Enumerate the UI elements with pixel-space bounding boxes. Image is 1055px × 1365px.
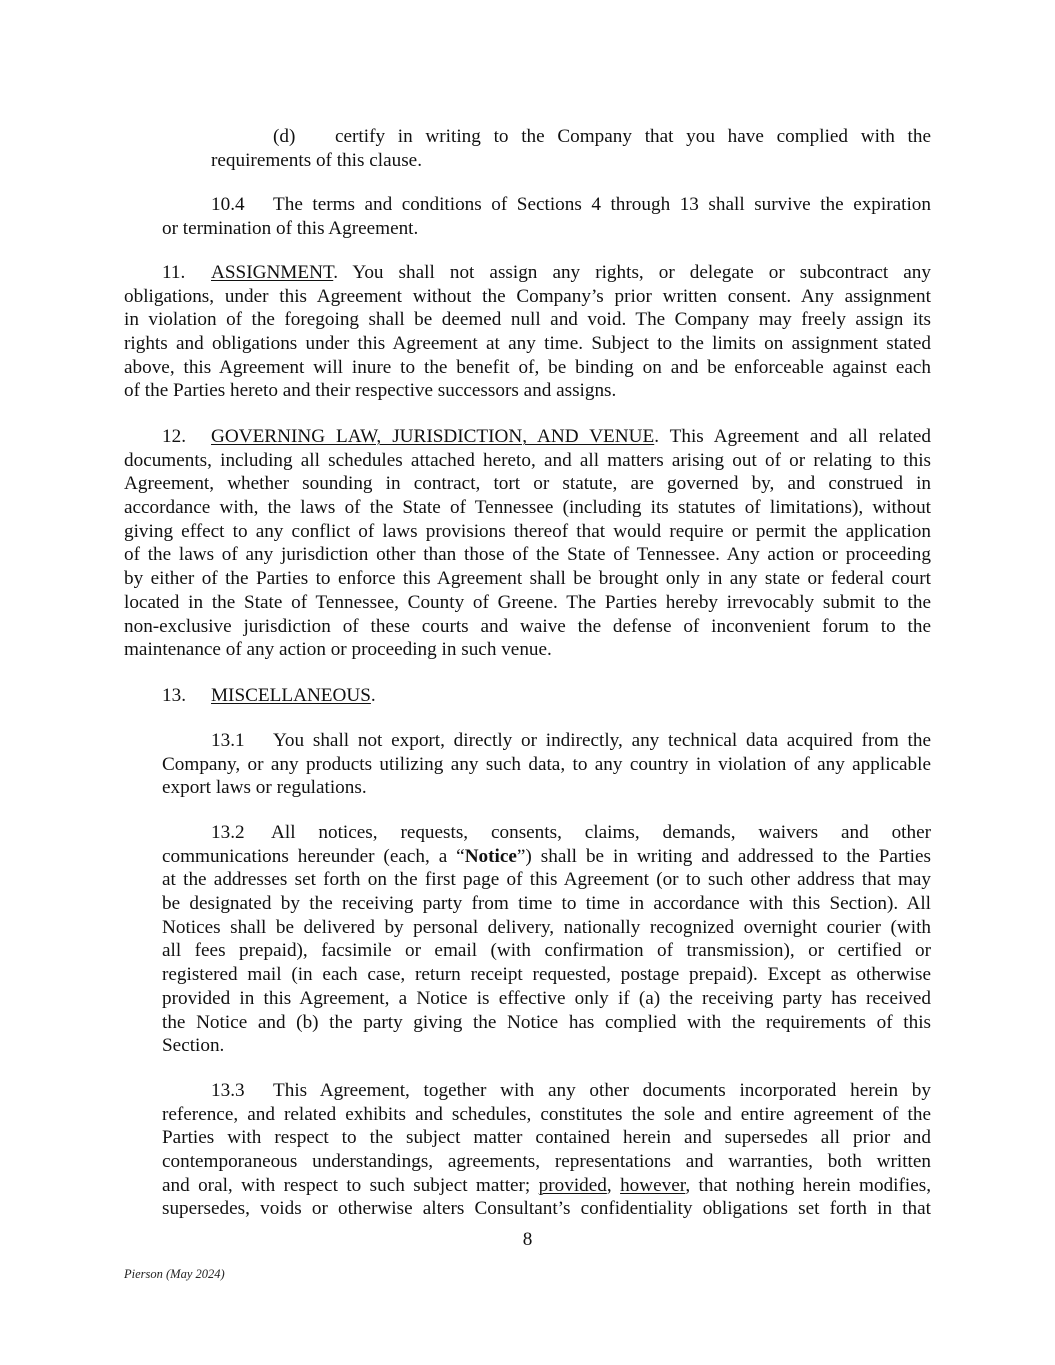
section-text: . This Agreement and all related (654, 426, 931, 447)
section-text: located in the State of Tennessee, County of Greene. The Parties hereby irrevocably submit to the (124, 591, 931, 613)
section-text: of the Parties hereto and their respective successors and assigns. (124, 380, 617, 402)
clause-label: 13.1 (211, 730, 245, 751)
clause-text: Notices shall be delivered by personal delivery, nationally recognized overnight courier (with (162, 916, 931, 938)
section-number: 12. (162, 426, 186, 447)
clause-13-2-notices (162, 821, 931, 1058)
section-text: rights and obligations under this Agreement at any time. Subject to the limits on assignment stated (124, 333, 931, 355)
clause-text: requirements of this clause. (211, 149, 422, 171)
clause-10-3-d (211, 125, 931, 172)
clause-text: certify in writing to the Company that you have complied with the (335, 126, 931, 147)
clause-text: export laws or regulations. (162, 777, 367, 799)
clause-text: All notices, requests, consents, claims, demands, waivers and other (271, 822, 931, 843)
clause-text: communications hereunder (each, a “ (162, 845, 465, 867)
section-number: 13. (162, 685, 186, 706)
clause-text: at the addresses set forth on the first page of this Agreement (or to such other address that may (162, 869, 931, 891)
section-text: accordance with, the laws of the State of Tennessee (including its statutes of limitations), without (124, 497, 931, 519)
section-text: documents, including all schedules attached hereto, and all matters arising out of or relating to this (124, 449, 931, 471)
section-12-governing-law (124, 425, 931, 662)
clause-10-4 (162, 193, 931, 240)
section-heading: GOVERNING LAW, JURISDICTION, AND VENUE (211, 426, 655, 447)
clause-text: provided in this Agreement, a Notice is effective only if (a) the receiving party has received (162, 987, 931, 1009)
section-text: by either of the Parties to enforce this Agreement shall be brought only in any state or federal court (124, 568, 931, 590)
section-heading-tail: . (370, 685, 376, 706)
section-text: above, this Agreement will inure to the benefit of, be binding on and be enforceable against each (124, 356, 931, 378)
section-text: non-exclusive jurisdiction of these courts and waive the defense of inconvenient forum to the (124, 615, 931, 637)
page-number: 8 (522, 1229, 533, 1250)
clause-text: and oral, with respect to such subject matter; (162, 1174, 539, 1196)
clause-text: the Notice and (b) the party giving the Notice has complied with the requirements of this (162, 1011, 931, 1033)
clause-text: all fees prepaid), facsimile or email (with confirmation of transmission), or certified or (162, 940, 931, 962)
clause-label: 13.2 (211, 822, 245, 843)
clause-text: This Agreement, together with any other documents incorporated herein by (273, 1080, 931, 1101)
clause-text: registered mail (in each case, return receipt requested, postage prepaid). Except as otherwise (162, 964, 931, 986)
clause-label: 13.3 (211, 1080, 245, 1101)
clause-text: reference, and related exhibits and schedules, constitutes the sole and entire agreement of the (162, 1103, 931, 1125)
section-text: of the laws of any jurisdiction other than those of the State of Tennessee. Any action or proceeding (124, 544, 931, 566)
term-provided: provided (538, 1174, 607, 1196)
clause-13-3-entire-agreement (162, 1079, 931, 1221)
section-heading: ASSIGNMENT (211, 262, 334, 283)
footer-document-id: Pierson (May 2024) (124, 1267, 225, 1281)
clause-text: , (606, 1174, 621, 1196)
clause-text: be designated by the receiving party from time to time in accordance with this Section). All (162, 893, 931, 915)
clause-text: Company, or any products utilizing any such data, to any country in violation of any applicable (162, 753, 931, 775)
clause-text: ”) shall be in writing and addressed to the Parties (516, 845, 931, 867)
section-text: giving effect to any conflict of laws provisions thereof that would require or permit the application (124, 520, 931, 542)
clause-text: The terms and conditions of Sections 4 through 13 shall survive the expiration (273, 194, 931, 215)
section-text: maintenance of any action or proceeding in such venue. (124, 639, 552, 661)
clause-text: or termination of this Agreement. (162, 217, 419, 239)
clause-text: Section. (162, 1035, 225, 1057)
clause-label: (d) (273, 126, 296, 147)
defined-term-notice: Notice (464, 845, 517, 867)
section-heading: MISCELLANEOUS (211, 685, 371, 706)
clause-label: 10.4 (211, 194, 245, 215)
section-text: Agreement, whether sounding in contract, tort or statute, are governed by, and construed in (124, 473, 931, 495)
clause-text: , that nothing herein modifies, (685, 1174, 931, 1196)
section-text: obligations, under this Agreement without the Company’s prior written consent. Any assignment (124, 285, 931, 307)
section-number: 11. (162, 262, 186, 283)
term-however: however (620, 1174, 686, 1196)
section-text: in violation of the foregoing shall be deemed null and void. The Company may freely assign its (124, 309, 931, 331)
section-text: . You shall not assign any rights, or delegate or subcontract any (333, 262, 931, 283)
clause-text: supersedes, voids or otherwise alters Consultant’s confidentiality obligations set forth in that (162, 1198, 931, 1220)
clause-text: contemporaneous understandings, agreements, representations and warranties, both written (162, 1151, 931, 1173)
clause-13-1 (162, 729, 931, 800)
section-11-assignment (124, 261, 931, 403)
clause-text: Parties with respect to the subject matter contained herein and supersedes all prior and (162, 1127, 931, 1149)
section-13-miscellaneous (162, 684, 931, 708)
clause-text: You shall not export, directly or indirectly, any technical data acquired from the (273, 730, 931, 751)
